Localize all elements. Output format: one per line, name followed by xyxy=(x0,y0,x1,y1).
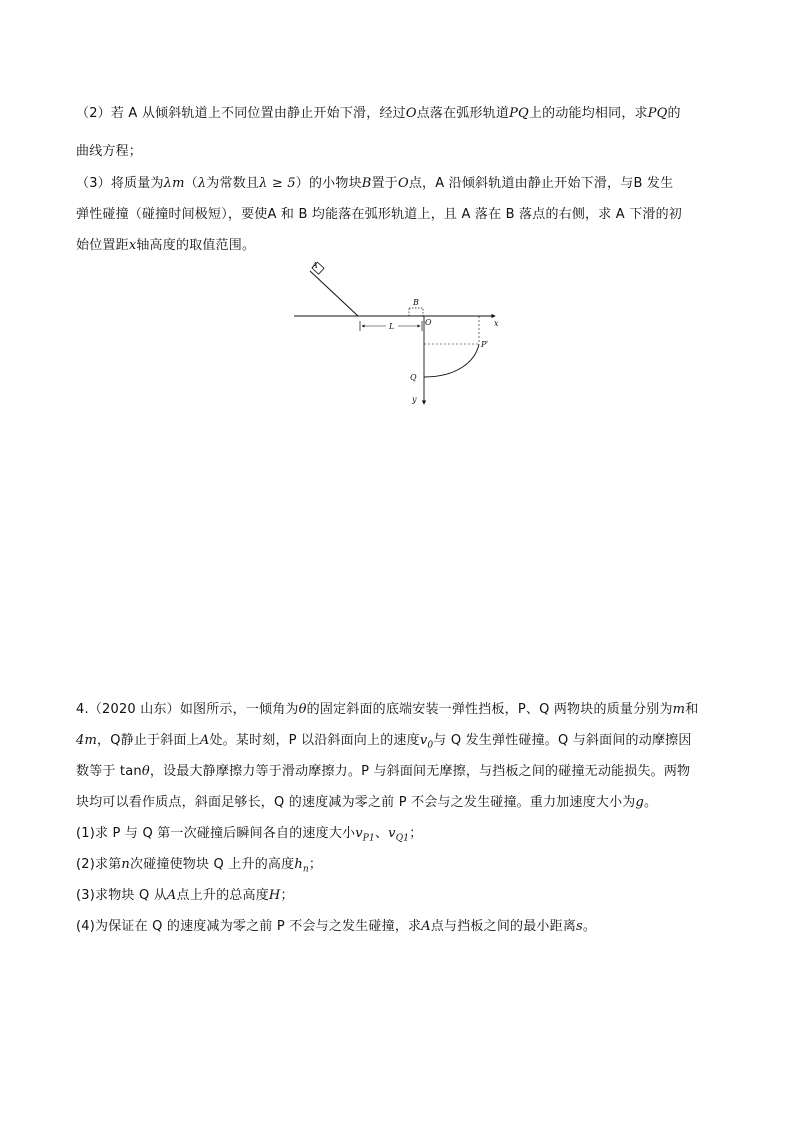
theta: θ xyxy=(141,764,150,779)
condition: λ ≥ 5 xyxy=(259,176,296,191)
label-q: Q xyxy=(410,373,417,382)
text: 点上升的总高度 xyxy=(176,888,269,903)
block-b xyxy=(409,308,423,316)
text: （2）若 A 从倾斜轨道上不同位置由静止开始下滑，经过 xyxy=(76,106,406,121)
point-a: A xyxy=(421,919,431,934)
block-b: B xyxy=(361,176,372,191)
q4-sub3 xyxy=(76,886,726,906)
text: 的固定斜面的底端安装一弹性挡板，P、Q 两物块的质量分别为 xyxy=(306,702,673,717)
text: 。 xyxy=(644,795,658,810)
text: （ xyxy=(184,176,198,191)
q4-line1 xyxy=(76,700,726,720)
gravity-g: g xyxy=(635,795,645,810)
q3-part2-line2 xyxy=(76,142,726,162)
text: 块均可以看作质点，斜面足够长，Q 的速度减为零之前 P 不会与之发生碰撞。重力加速度大小为 xyxy=(76,795,636,810)
text: 。 xyxy=(582,919,597,934)
text: 置于 xyxy=(371,176,398,191)
label-b: B xyxy=(413,298,419,307)
point-o: O xyxy=(405,106,417,121)
text: 轴高度的取值范围。 xyxy=(136,238,256,253)
q3-part3-line2 xyxy=(76,205,726,225)
text: 的 xyxy=(667,106,681,121)
text: 与 Q 发生弹性碰撞。Q 与斜面间的动摩擦因 xyxy=(433,733,692,748)
label-o: O xyxy=(425,318,432,327)
text: (4)为保证在 Q 的速度减为零之前 P 不会与之发生碰撞，求 xyxy=(76,919,422,934)
text: 处。某时刻，P 以沿斜面向上的速度 xyxy=(209,733,420,748)
velocity-vq1: $v_{Q1}$ xyxy=(388,826,410,844)
text: 为常数且 xyxy=(206,176,260,191)
text: 点落在弧形轨道 xyxy=(416,106,510,121)
curve-pq: PQ xyxy=(647,106,668,121)
text: ； xyxy=(409,826,423,841)
label-p: P′ xyxy=(481,340,489,349)
text: ； xyxy=(280,888,294,903)
mass-expr: λm xyxy=(163,176,185,191)
axis-x: x xyxy=(128,238,137,253)
point-a: A xyxy=(199,733,210,748)
text: 弹性碰撞（碰撞时间极短），要使A 和 B 均能落在弧形轨道上，且 A 落在 B 落点的右侧，求 A 下滑的初 xyxy=(76,207,683,222)
text: 点与挡板之间的最小距离 xyxy=(430,919,577,934)
velocity-vp1: $v_{P1}$ xyxy=(355,826,375,844)
text: 始位置距 xyxy=(76,238,129,253)
q3-part2-line1 xyxy=(76,104,726,124)
point-a: A xyxy=(166,888,177,903)
lambda: λ xyxy=(197,176,207,191)
height-hn: $h_n$ xyxy=(294,857,309,875)
q3-part3-line3 xyxy=(76,236,726,256)
text: ； xyxy=(308,857,323,872)
text: (3)求物块 Q 从 xyxy=(76,888,167,903)
height-total: H xyxy=(268,888,281,903)
text: （3）将质量为 xyxy=(76,176,164,191)
point-o: O xyxy=(397,176,409,191)
text: 点，A 沿倾斜轨道由静止开始下滑，与B 发生 xyxy=(408,176,674,191)
q4-sub4 xyxy=(76,917,726,937)
mass-m: m xyxy=(672,702,686,717)
text: (2)求第 xyxy=(76,857,122,872)
velocity-v0: $v_0$ xyxy=(419,733,434,751)
label-y: y xyxy=(412,395,417,404)
q4-sub1 xyxy=(76,824,726,849)
curve-pq: PQ xyxy=(509,106,529,121)
text: (1)求 P 与 Q 第一次碰撞后瞬间各自的速度大小 xyxy=(76,826,356,841)
text: 次碰撞使物块 Q 上升的高度 xyxy=(130,857,295,872)
incline xyxy=(310,271,358,316)
label-x: x xyxy=(494,319,499,328)
theta: θ xyxy=(298,702,307,717)
distance-s: s xyxy=(576,919,583,934)
text: ，设最大静摩擦力等于滑动摩擦力。P 与斜面间无摩擦，与挡板之间的碰撞无动能损失。两物 xyxy=(149,764,691,779)
text: ）的小物块 xyxy=(295,176,362,191)
label-l: L xyxy=(389,322,395,331)
q4-line2 xyxy=(76,731,726,756)
physics-figure xyxy=(290,258,510,408)
text: 数等于 tan xyxy=(76,764,142,779)
text: 4.（2020 山东）如图所示，一倾角为 xyxy=(76,702,299,717)
text: 上的动能均相同，求 xyxy=(528,106,648,121)
q3-part3-line1 xyxy=(76,174,726,194)
label-a: A xyxy=(312,261,318,270)
index-n: n xyxy=(121,857,130,872)
mass-4m: 4m xyxy=(76,733,97,748)
q4-sub2 xyxy=(76,855,726,880)
arc-track xyxy=(424,344,479,377)
text: 、 xyxy=(374,826,389,841)
text: 和 xyxy=(685,702,699,717)
q4-line3 xyxy=(76,762,726,782)
q4-line4 xyxy=(76,793,726,813)
text: 曲线方程； xyxy=(76,144,143,159)
text: ，Q静止于斜面上 xyxy=(97,733,200,748)
